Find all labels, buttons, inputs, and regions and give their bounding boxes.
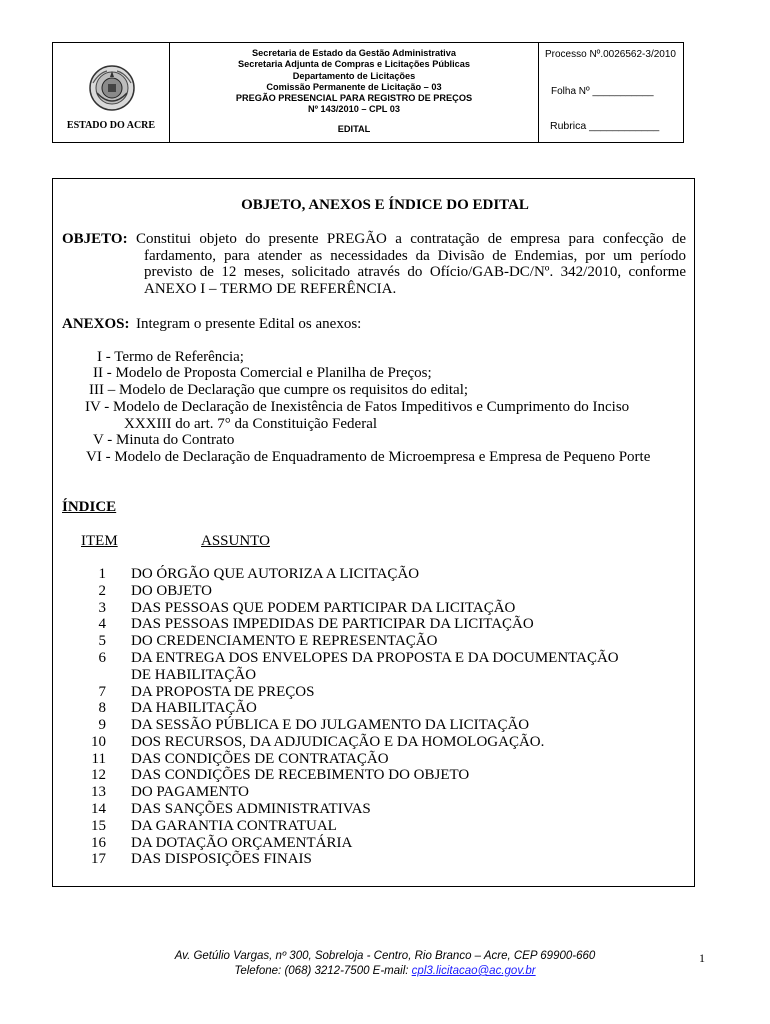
anexo-item: V - Minuta do Contrato xyxy=(93,432,235,448)
indice-item-number: 2 xyxy=(98,583,106,599)
indice-item-number: 1 xyxy=(98,566,106,582)
indice-item-subject: DA HABILITAÇÃO xyxy=(131,700,257,716)
state-name: ESTADO DO ACRE xyxy=(66,120,156,131)
objeto-line-2: fardamento, para atender as necessidades da Divisão de Endemias, por um período xyxy=(144,248,686,264)
folha-field: Folha Nº ___________ xyxy=(551,86,654,97)
header-line: PREGÃO PRESENCIAL PARA REGISTRO DE PREÇOS xyxy=(235,93,473,104)
indice-item-number: 10 xyxy=(91,734,106,750)
indice-title: ÍNDICE xyxy=(62,499,117,515)
indice-item-subject: DAS PESSOAS QUE PODEM PARTICIPAR DA LICITAÇÃO xyxy=(131,600,516,616)
anexo-item: VI - Modelo de Declaração de Enquadramento de Microempresa e Empresa de Pequeno Porte xyxy=(86,449,651,465)
indice-item-number: 9 xyxy=(98,717,106,733)
footer-address: Av. Getúlio Vargas, nº 300, Sobreloja - Centro, Rio Branco – Acre, CEP 69900-660 xyxy=(174,950,596,962)
header-line: Comissão Permanente de Licitação – 03 xyxy=(266,81,442,92)
indice-item-number: 7 xyxy=(98,684,106,700)
anexo-item: IV - Modelo de Declaração de Inexistência de Fatos Impeditivos e Cumprimento do Inciso xyxy=(85,399,630,415)
anexo-item: XXXIII do art. 7° da Constituição Federal xyxy=(124,416,378,432)
objeto-line-4: ANEXO I – TERMO DE REFERÊNCIA. xyxy=(144,281,397,297)
objeto-label: OBJETO: xyxy=(62,231,128,247)
indice-item-number: 16 xyxy=(91,835,106,851)
indice-item-subject: DAS DISPOSIÇÕES FINAIS xyxy=(131,851,312,867)
indice-item-subject: DO OBJETO xyxy=(131,583,212,599)
page-number: 1 xyxy=(699,951,705,965)
indice-item-number: 6 xyxy=(98,650,106,666)
indice-item-subject: DE HABILITAÇÃO xyxy=(131,667,257,683)
indice-item-subject: DA ENTREGA DOS ENVELOPES DA PROPOSTA E DA DOCUMENTAÇÃO xyxy=(131,650,619,666)
anexos-intro: Integram o presente Edital os anexos: xyxy=(136,316,362,332)
indice-item-subject: DO ÓRGÃO QUE AUTORIZA A LICITAÇÃO xyxy=(131,566,420,582)
col-item-header: ITEM xyxy=(81,533,118,549)
indice-item-number: 15 xyxy=(91,818,106,834)
header-logo-cell xyxy=(53,43,170,142)
process-number: Processo Nº.0026562-3/2010 xyxy=(545,49,676,60)
footer-phone: Telefone: (068) 3212-7500 E-mail: xyxy=(234,965,409,977)
anexos-label: ANEXOS: xyxy=(62,316,130,332)
anexo-item: II - Modelo de Proposta Comercial e Planilha de Preços; xyxy=(93,365,432,381)
header-info-cell xyxy=(170,43,539,142)
anexo-item: I - Termo de Referência; xyxy=(97,349,244,365)
indice-item-subject: DA DOTAÇÃO ORÇAMENTÁRIA xyxy=(131,835,353,851)
footer-email-link[interactable]: cpl3.licitacao@ac.gov.br xyxy=(411,965,536,977)
indice-item-subject: DAS SANÇÕES ADMINISTRATIVAS xyxy=(131,801,371,817)
header-line: Secretaria Adjunta de Compras e Licitações Públicas xyxy=(238,59,470,70)
indice-item-number: 5 xyxy=(98,633,106,649)
indice-item-number: 17 xyxy=(91,851,106,867)
indice-item-subject: DOS RECURSOS, DA ADJUDICAÇÃO E DA HOMOLOGAÇÃO. xyxy=(131,734,545,750)
indice-item-subject: DAS CONDIÇÕES DE RECEBIMENTO DO OBJETO xyxy=(131,767,470,783)
indice-item-number: 3 xyxy=(98,600,106,616)
header-edital-label: EDITAL xyxy=(337,124,371,134)
indice-item-subject: DA GARANTIA CONTRATUAL xyxy=(131,818,337,834)
indice-item-number: 8 xyxy=(98,700,106,716)
rubrica-field: Rubrica ____________ xyxy=(550,120,660,132)
indice-item-subject: DO CREDENCIAMENTO E REPRESENTAÇÃO xyxy=(131,633,438,649)
document-header xyxy=(52,42,684,143)
indice-item-number: 12 xyxy=(91,767,106,783)
objeto-line-1: Constitui objeto do presente PREGÃO a contratação de empresa para confecção de xyxy=(136,231,686,247)
objeto-line-3: previsto de 12 meses, solicitado através do Ofício/GAB-DC/Nº. 342/2010, conforme xyxy=(144,264,686,280)
header-line: Secretaria de Estado da Gestão Administrativa xyxy=(252,48,456,58)
header-process-cell xyxy=(539,43,683,142)
indice-item-number: 14 xyxy=(91,801,106,817)
header-line: Departamento de Licitações xyxy=(292,70,416,81)
footer-contact xyxy=(0,965,770,977)
header-line: Nº 143/2010 – CPL 03 xyxy=(307,104,401,115)
indice-item-number: 4 xyxy=(98,616,106,632)
indice-item-subject: DA PROPOSTA DE PREÇOS xyxy=(131,684,315,700)
indice-item-number: 11 xyxy=(91,751,106,767)
header-department-lines xyxy=(170,48,538,116)
indice-item-subject: DAS CONDIÇÕES DE CONTRATAÇÃO xyxy=(131,751,389,767)
indice-item-subject: DO PAGAMENTO xyxy=(131,784,249,800)
state-seal-icon xyxy=(87,63,137,113)
section-title: OBJETO, ANEXOS E ÍNDICE DO EDITAL xyxy=(241,197,529,213)
col-assunto-header: ASSUNTO xyxy=(201,533,270,549)
indice-item-subject: DAS PESSOAS IMPEDIDAS DE PARTICIPAR DA LICITAÇÃO xyxy=(131,616,534,632)
anexo-item: III – Modelo de Declaração que cumpre os requisitos do edital; xyxy=(89,382,469,398)
indice-item-subject: DA SESSÃO PÚBLICA E DO JULGAMENTO DA LICITAÇÃO xyxy=(131,717,530,733)
indice-item-number: 13 xyxy=(91,784,106,800)
